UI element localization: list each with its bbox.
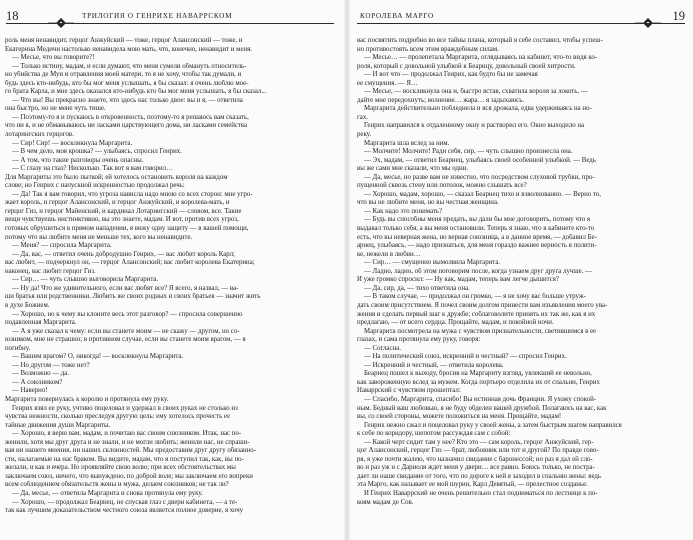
text-line: — Будь вы способны меня предать, вы дали бы мне договорить, потому что я bbox=[364, 216, 591, 224]
text-line: — Искренний и честный, — ответила королева. bbox=[364, 361, 504, 369]
text-line: будь здесь кто-нибудь, кто бы мог меня услышать, я бы сказал: я очень люблю мое- bbox=[5, 79, 249, 87]
text-line: роля, который с довольной улыбкой к Беарнцу, довольный своей хитрости. bbox=[357, 62, 576, 70]
text-line: — Да! Так я вам говорил, что угроза нависла надо мною со всех сторон: мне угро- bbox=[12, 190, 253, 198]
text-line: — А том, что такие разговоры очень опасны. bbox=[12, 156, 144, 164]
text-line: — Да, сир, да, — тихо ответила она. bbox=[364, 284, 470, 292]
text-line: — Что вы! Вы прекрасно знаете, что здесь нас только двое: вы и я, — ответила bbox=[12, 96, 243, 104]
text-line: — Хорошо, мадам, хорошо, — сказал Беарнец тихо и взволнованно. — Верно то, bbox=[364, 190, 601, 198]
text-line: ши братья или родственники. Любить же своих родных и своих братьев — значит жить bbox=[5, 293, 261, 301]
text-line: цог Алансонский, герцог Гиз — брат, любовник или тот и другой? По правде гово- bbox=[357, 447, 599, 455]
text-line: всем соблюдением обязательств жены и мужа, делаем союзников; не так ли? bbox=[5, 481, 229, 489]
text-line: Генрих направился к отдаленному окну и растворил его. Окно выходило на bbox=[364, 122, 585, 130]
text-line: — Месье, — воскликнула она и, быстро встав, схватила короля за локоть, — bbox=[364, 88, 588, 96]
text-line: что ни я, и не обманываюсь ни ласками царствующего дома, ни ласками семейства bbox=[5, 122, 248, 130]
text-line: во и раз уж и с Дариоля ждет меня у двери… все равно. Боюсь только, не постра- bbox=[357, 464, 595, 472]
text-line: — На политический союз, искренний и честный? — спросил Генрих. bbox=[364, 353, 567, 361]
text-line: И Генрих Наваррский не очень решительно стал подниматься по лестнице к по- bbox=[364, 489, 598, 497]
text-line: — Месье, что вы говорите?! bbox=[12, 54, 95, 62]
text-line: Маргарита действительно побледнела и вся дрожала, едва удерживаясь на но- bbox=[364, 105, 592, 113]
text-line: женили, хотя мы друг друга и не знали, и не могли любить; женили нас, не спраши- bbox=[5, 438, 250, 446]
text-line: — Возможно — да. bbox=[12, 370, 70, 378]
text-line: Генрих нежно сжал и поцеловал руку у своей жены, а затем быстрым шагом направился bbox=[364, 421, 622, 429]
text-line: ее смущения. — Я… bbox=[357, 79, 418, 87]
text-line: — Ну да! Что же удивительного, если вас любят все? Я всего, я назвал, — ва- bbox=[12, 284, 239, 292]
text-line: лотарингских герцогов. bbox=[5, 131, 74, 139]
text-line: потому что вы любите меня не меньше тех, кого вы ненавидите. bbox=[5, 233, 193, 241]
text-line: жения и сделать первый шаг к дружбе; соблаговолите принять их так же, как я их bbox=[357, 310, 596, 318]
text-line: сти, налагаемые на нас браком. Вы видите, мадам, что я поступил так, как, вы по- bbox=[5, 455, 244, 463]
text-line: — Хорошо, — продолжал Беарнец, не спуская глаз с двери кабинета, — а те- bbox=[12, 498, 238, 506]
text-line: жает король, и герцог Алансонский, и герцог Анжуйский, и королева-мать, и bbox=[5, 199, 230, 207]
text-line: дает ли наше свидание от того, что по дороге к ней я заходил в спальню жены: ведь bbox=[357, 472, 602, 480]
text-line: тайные движения души Маргариты. bbox=[5, 421, 111, 429]
text-line: погибну. bbox=[5, 344, 31, 352]
text-line: готовых обрушиться в прямом нападении, я вижу одну защиту — в вашей помощи, bbox=[5, 225, 249, 233]
text-line: — Сир! Сир! — воскликнула Маргарита. bbox=[12, 139, 133, 147]
text-line: что вы не любите меня, но вы честная женщина. bbox=[357, 199, 499, 207]
text-line: Для Маргариты это было пыткой; ей хотелось остановить короля на каждом bbox=[5, 173, 228, 181]
text-line: так как лучшим доказательством честного союза является полное доверие, я хочу bbox=[5, 507, 244, 515]
page-body-text bbox=[5, 37, 334, 516]
right-page-header bbox=[357, 9, 685, 27]
text-line: — Да, месье, но разве вам не известно, что посредством слуховой трубки, про- bbox=[364, 173, 595, 181]
running-title: КОРОЛЕВА МАРГО bbox=[360, 12, 434, 20]
text-line: Беарнец пошел к выходу, бросив на Маргариту взгляд, увлекший ее невольно, bbox=[364, 370, 592, 378]
text-line: — А союзником? bbox=[12, 378, 63, 386]
text-line: но убийства де Муи и отравления моей матери, то я не хочу, чтобы так думали, и bbox=[5, 71, 242, 79]
text-line: гах. bbox=[357, 113, 368, 121]
text-line: герцог Гиз, и герцог Майенский, и кардинал Лотарингский — словом, все. Такие bbox=[5, 207, 242, 215]
text-line: ря, я уже почти жалею, что назначил свидание с баронессой; но раз я дал ей сло- bbox=[357, 455, 593, 463]
text-line: — Меня? — спросила Маргарита. bbox=[12, 242, 112, 250]
page-number: 18 bbox=[6, 9, 19, 23]
text-line: чувства нежности, сколько преследуя другую цель: ему хотелось прочесть ее bbox=[5, 413, 230, 421]
text-line: ке, нежели в любви… bbox=[357, 250, 421, 258]
header-rule bbox=[6, 23, 334, 24]
text-line: — Ладно, ладно, об этом поговорим после, когда узнаем друг друга лучше. — bbox=[364, 267, 592, 275]
text-line: Генрих взял ее руку, учтиво поцеловал и удержал в своих руках не столько из bbox=[12, 404, 238, 412]
header-rule bbox=[357, 23, 685, 24]
text-line: — Но другом — тоже нет? bbox=[12, 361, 90, 369]
text-line: пущенной сквозь стену или потолок, можно слышать все? bbox=[357, 182, 527, 190]
text-line: И уже громко спросил: — Ну как, мадам, теперь вам легче дышится? bbox=[357, 276, 559, 284]
text-line: — Только истину, мадам, и если думают, что меня сумели обмануть относитель- bbox=[12, 62, 247, 70]
text-line: — Хорошо, я верю вам, мадам, и почитаю вас своим союзником. Итак, нас по- bbox=[12, 430, 242, 438]
text-line: как завороженную вслед за мужем. Когда портьеро отделила их от спальни, Генрих bbox=[357, 378, 600, 386]
text-line: ным. Бедный ваш любовью, я не буду обделен вашей дружбой. Полагаюсь на вас, как bbox=[357, 404, 607, 412]
text-line: — Да, вас, — ответил очень добродушно Генрих, — вас любит король Карл; bbox=[12, 250, 235, 258]
text-line: наконец, вас любит герцог Гиз. bbox=[5, 267, 96, 275]
text-line: Маргарита повернулась к королю и протянула ему руку. bbox=[5, 395, 169, 403]
text-line: предлагаю, — от всего сердца. Прощайте, мадам, и покойной ночи. bbox=[357, 319, 554, 327]
text-line: — Какой черт сидит там у нее? Кто это — сам король, герцог Анжуйский, гер- bbox=[364, 438, 594, 446]
text-line: но противостоять всем этим враждебным силам. bbox=[357, 45, 499, 53]
text-line: — Сир… — смущенно вымолвила Маргарита. bbox=[364, 259, 501, 267]
text-line: реку. bbox=[357, 131, 372, 139]
text-line: — Хорошо, но к чему вы клоните весь этот разговор? — спросила совершенно bbox=[12, 310, 243, 318]
text-line: — В таком случае, — продолжал он громко, — я не хочу вас больше утруж- bbox=[364, 293, 586, 301]
text-line: глазах, и сама протянула ему руку, говоря: bbox=[357, 336, 481, 344]
text-line: вая ни нашего мнения, ни наших склонностей. Мы предоставим друг другу обязанно- bbox=[5, 447, 257, 455]
text-line: роль меня ненавидит, герцог Анжуйский — тоже, герцог Алансонский — тоже, и bbox=[5, 37, 243, 44]
text-line: вы, со своей стороны, можете положиться на меня. Прощайте, мадам! bbox=[357, 413, 562, 421]
right-page bbox=[347, 0, 693, 540]
text-line: — Да, месье, — ответила Маргарита и снова протянула ему руку. bbox=[12, 489, 203, 497]
text-line: слове; но Генрих с напускной искренностью продолжал речь: bbox=[5, 182, 185, 190]
text-line: вас посвятить подробно во все тайны плана, который я себе составил, чтобы успеш- bbox=[357, 37, 603, 44]
text-line: желали, и как и вчера. Но проявляйте свою волю; при всех обстоятельствах мы bbox=[5, 464, 236, 472]
text-line: есть, что вы неверная жена, но верная союзница, а в данное время, — добавил Бе- bbox=[357, 233, 597, 241]
text-line: — В чем дело, моя крошка? — улыбаясь, спросил Генрих. bbox=[12, 148, 182, 156]
text-line: — А я уже сказал к чему: если вы станете моим — не скажу — другом, но со- bbox=[12, 327, 240, 335]
text-line: выдавал только себя, а вы меня остановили. Теперь я знаю, что в кабинете кто-то bbox=[357, 225, 595, 233]
text-line: Маргарита шла вслед за ним. bbox=[364, 139, 450, 147]
text-line: вас любит, — подчеркнул он, — герцог Алансонский; вас любит королева Екатерина; bbox=[5, 259, 255, 267]
text-line: вещи чувствуешь инстинктивно, вы это знаете, мадам. И вот, против всех угроз, bbox=[5, 216, 239, 224]
text-line: арнец, улыбаясь, — надо признаться, для меня гораздо важнее верность в полити- bbox=[357, 242, 597, 250]
text-line: Наваррский с чувством прошептал: bbox=[357, 387, 461, 395]
text-line: — С глазу на глаз? Нисколько. Так вот я вам говорил… bbox=[12, 165, 173, 173]
text-line: заключаем союз, ничего, что вынуждено, по доброй воле; мы заключаем его вопреки bbox=[5, 472, 253, 480]
text-line: дать своим присутствием. Я почел своим долгом принести вам изъявления моего ува- bbox=[357, 301, 608, 309]
running-title: ТРИЛОГИЯ О ГЕНРИХЕ НАВАРРСКОМ bbox=[82, 12, 233, 20]
text-line: Маргарита посмотрела на мужа с чувством признательности, светившимся в ее bbox=[364, 327, 597, 335]
left-page-header bbox=[6, 9, 334, 27]
text-line: — Наверно! bbox=[12, 387, 48, 395]
text-line: к себе по коридору, шепотом рассуждая сам с собой: bbox=[357, 430, 511, 438]
text-line: коям мадам де Сов. bbox=[357, 498, 414, 506]
text-line: эта Марго, как называет ее мой шурин, Карл Девятый, — прелестное созданье. bbox=[357, 481, 588, 489]
text-line: — Молчите! Молчите! Ради себя, сир, — чуть слышно произнесла она. bbox=[364, 148, 573, 156]
text-line: — Вашим врагом? О, никогда! — воскликнула Маргарита. bbox=[12, 353, 184, 361]
text-line: — Эх, мадам, — ответил Беарнец, улыбаясь своей особенной улыбкой. — Ведь bbox=[364, 156, 596, 164]
text-line: юзником, мне не страшно; в противном случае, если вы станете моим врагом, — я bbox=[5, 336, 246, 344]
text-line: она быстро, но не мене чуть тише. bbox=[5, 105, 106, 113]
text-line: в духе Божием. bbox=[5, 301, 50, 309]
page-number: 19 bbox=[672, 9, 685, 23]
left-page bbox=[0, 0, 346, 540]
text-line: го брата Карла, и мне здесь оказался кто-нибудь кто бы мог меня услышать, я бы сказал... bbox=[5, 88, 267, 96]
text-line: — Согласна. bbox=[364, 344, 401, 352]
text-line: — Сир… — чуть слышно выговорила Маргарита. bbox=[12, 276, 159, 284]
text-line: — Поэтому-то я и пускаюсь в откровенность, поэтому-то я решаюсь вам сказать, bbox=[12, 113, 249, 121]
text-line: — Месье… — пролепетала Маргарита, оглядываясь на кабинет, что-то видя ко- bbox=[364, 54, 598, 62]
text-line: Екатерина Медичи настолько ненавидела мою мать, что, конечно, ненавидит и меня. bbox=[5, 45, 253, 53]
text-line: подавленная Маргарита. bbox=[5, 319, 77, 327]
text-line: — И вот что — продолжал Генрих, как будто бы не замечая bbox=[364, 71, 538, 79]
text-line: вы же сами мне сказали, что мы одни. bbox=[357, 165, 468, 173]
text-line: — Как надо это понимать? bbox=[364, 207, 443, 215]
text-line: — Спасибо, Маргарита, спасибо! Вы истинная дочь Франции. Я ухожу спокой- bbox=[364, 395, 597, 403]
text-line: дайте мне передохнуть; волнение… жара… я задыхаюсь. bbox=[357, 96, 525, 104]
page-body-text bbox=[357, 37, 685, 507]
